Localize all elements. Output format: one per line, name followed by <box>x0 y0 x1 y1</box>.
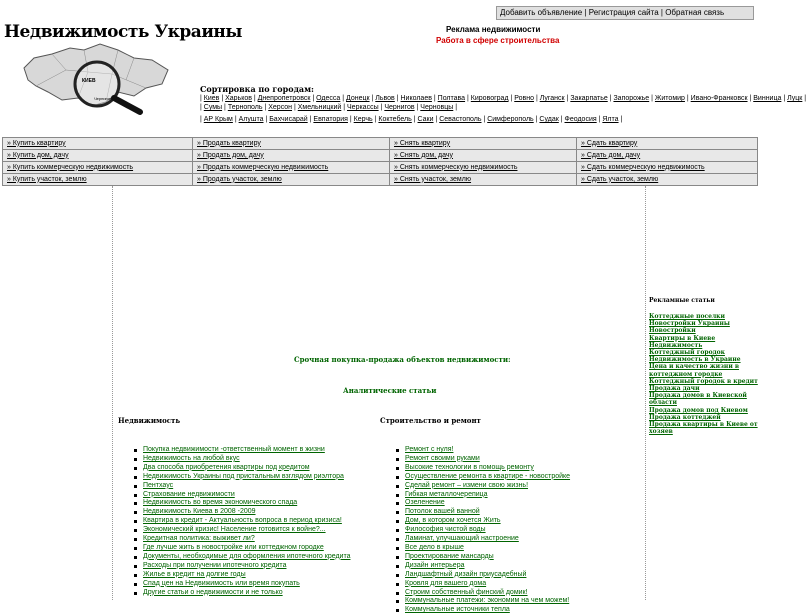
article-item <box>134 571 350 580</box>
city-separator: | <box>234 116 239 123</box>
city-link[interactable]: Черкассы <box>347 104 379 111</box>
city-link[interactable]: Закарпатье <box>570 95 608 102</box>
article-link[interactable]: Страхование недвижимости <box>143 490 235 498</box>
magnifier-handle <box>114 98 140 112</box>
city-link[interactable]: Севастополь <box>439 116 482 123</box>
article-item <box>396 508 570 517</box>
ad-title: Реклама недвижимости <box>446 25 541 34</box>
menu-cell <box>390 138 577 150</box>
sidebar-link[interactable]: Новостройки Украины <box>649 320 730 328</box>
city-link[interactable]: АР Крым <box>203 116 233 123</box>
sidebar-title: Рекламные статьи <box>649 297 715 304</box>
menu-row <box>3 138 758 150</box>
city-link[interactable]: Николаев <box>400 95 432 102</box>
article-item <box>134 464 350 473</box>
menu-row <box>3 174 758 186</box>
menu-link[interactable]: » Снять дом, дачу <box>394 151 453 159</box>
map-label-chernigov: Чернигов <box>94 96 112 101</box>
city-link[interactable]: Ивано-Франковск <box>690 95 748 102</box>
article-item <box>134 544 350 553</box>
top-link[interactable]: Добавить объявление <box>500 8 583 17</box>
menu-link[interactable]: » Снять коммерческую недвижимость <box>394 163 518 171</box>
city-separator: | <box>535 95 540 102</box>
article-item <box>134 473 350 482</box>
article-link[interactable]: Жилье в кредит на долгие годы <box>143 570 246 578</box>
article-link[interactable]: Сделай ремонт – измени свою жизнь! <box>405 481 529 489</box>
city-link[interactable]: Харьков <box>225 95 252 102</box>
menu-cell <box>577 138 758 150</box>
city-link[interactable]: Запорожье <box>613 95 650 102</box>
sidebar-link[interactable]: Недвижимость в Украине <box>649 356 741 364</box>
ukraine-map-logo[interactable] <box>22 40 172 110</box>
city-link[interactable]: Керчь <box>353 116 373 123</box>
city-link[interactable]: Судак <box>539 116 559 123</box>
article-link[interactable]: Два способа приобретения квартиры под кредитом <box>143 463 310 471</box>
city-separator: | <box>686 95 691 102</box>
divider-left <box>112 186 113 600</box>
city-link[interactable]: Днепропетровск <box>257 95 311 102</box>
article-item <box>134 508 350 517</box>
sidebar-link[interactable]: Коттеджные поселки <box>649 313 725 320</box>
city-separator: | <box>253 95 258 102</box>
city-separator: | <box>749 95 754 102</box>
article-item <box>134 455 350 464</box>
menu-cell <box>577 162 758 174</box>
divider-right <box>645 186 646 600</box>
article-link[interactable]: Все дело в крыше <box>405 543 464 551</box>
city-separator: | <box>609 95 614 102</box>
article-item <box>396 526 570 535</box>
city-link[interactable]: Феодосия <box>564 116 597 123</box>
city-separator: | <box>455 104 458 111</box>
article-link[interactable]: Потолок вашей ванной <box>405 508 480 516</box>
menu-link[interactable]: » Купить дом, дачу <box>7 151 69 159</box>
city-separator: | <box>416 104 421 111</box>
article-link[interactable]: Недвижимость Киева в 2008 -2009 <box>143 508 256 516</box>
analytics-title: Аналитические статьи <box>343 386 437 395</box>
city-separator: | <box>651 95 655 102</box>
sidebar-link[interactable]: Продажа домов под Киевом <box>649 406 748 414</box>
city-link[interactable]: Евпатория <box>313 116 348 123</box>
top-link-separator: | <box>658 8 666 17</box>
article-link[interactable]: Недвижимость Украины под пристальным взглядом риэлтора <box>143 472 344 480</box>
article-link[interactable]: Дизайн интерьера <box>405 561 465 569</box>
city-link[interactable]: Тернополь <box>227 104 263 111</box>
menu-cell <box>3 162 193 174</box>
article-item <box>134 580 350 589</box>
article-link[interactable]: Осуществление ремонта в квартире - новостройке <box>405 472 571 480</box>
article-link[interactable]: Ландшафтный дизайн приусадебный <box>405 570 527 578</box>
menu-link[interactable]: » Продать дом, дачу <box>197 151 264 159</box>
menu-cell <box>193 174 390 186</box>
city-separator: | <box>343 104 348 111</box>
article-item <box>134 553 350 562</box>
article-item <box>396 499 570 508</box>
menu-link[interactable]: » Продать квартиру <box>197 139 261 147</box>
sidebar-link[interactable]: Коттеджный городок <box>649 349 725 357</box>
menu-cell <box>193 150 390 162</box>
realty-column-title: Недвижимость <box>118 416 181 425</box>
menu-cell <box>577 174 758 186</box>
sort-by-city-title: Сортировка по городам: <box>200 84 314 94</box>
realty-article-list <box>134 446 350 597</box>
article-item <box>396 597 570 606</box>
article-item <box>396 446 570 455</box>
city-link[interactable]: Черновцы <box>420 104 454 111</box>
article-link[interactable]: Гибкая металлочерепица <box>405 490 488 498</box>
city-link[interactable]: Сумы <box>203 104 223 111</box>
article-link[interactable]: Ремонт с нуля! <box>405 446 454 453</box>
article-link[interactable]: Недвижимость во время экономического спада <box>143 499 298 507</box>
article-link[interactable]: Недвижимость на любой вкус <box>143 454 240 462</box>
article-link[interactable]: Озеленение <box>405 499 445 507</box>
menu-row <box>3 150 758 162</box>
article-link[interactable]: Строим собственный финский домик! <box>405 588 528 596</box>
city-link[interactable]: Бахчисарай <box>269 116 308 123</box>
article-link[interactable]: Где лучше жить в новостройке или коттеджном городке <box>143 543 324 551</box>
article-item <box>134 589 350 598</box>
city-link[interactable]: Донецк <box>346 95 370 102</box>
urgent-deals-title[interactable]: Срочная покупка-продажа объектов недвижимости: <box>294 355 511 364</box>
article-item <box>396 589 570 598</box>
article-link[interactable]: Философия чистой воды <box>405 526 486 534</box>
article-link[interactable]: Кредитная политика: выживет ли? <box>143 535 255 543</box>
city-link[interactable]: Одесса <box>316 95 341 102</box>
city-link[interactable]: Симферополь <box>487 116 534 123</box>
menu-link[interactable]: » Снять квартиру <box>394 139 451 147</box>
city-separator: | <box>342 95 347 102</box>
city-row-3 <box>200 115 622 124</box>
city-separator: | <box>783 95 788 102</box>
menu-cell <box>390 174 577 186</box>
top-link[interactable]: Обратная связь <box>665 8 725 17</box>
article-link[interactable]: Квартира в кредит - Актуальность вопроса в период кризиса! <box>143 517 342 525</box>
sidebar-link[interactable]: Коттеджный городок в кредит <box>649 377 758 385</box>
article-link[interactable]: Коммунальные платежи: экономим на чем можем! <box>405 597 570 605</box>
article-link[interactable]: Покупка недвижимости -ответственный момент в жизни <box>143 446 325 453</box>
city-link[interactable]: Винница <box>753 95 782 102</box>
article-link[interactable]: Коммунальные источники тепла <box>405 606 510 614</box>
construction-article-list <box>396 446 570 615</box>
city-link[interactable]: Житомир <box>654 95 685 102</box>
article-item <box>396 571 570 580</box>
article-item <box>396 473 570 482</box>
city-separator: | <box>312 95 317 102</box>
article-link[interactable]: Пентхаус <box>143 481 174 489</box>
article-item <box>134 491 350 500</box>
article-item <box>396 464 570 473</box>
city-link[interactable]: Херсон <box>268 104 293 111</box>
article-item <box>396 562 570 571</box>
sidebar-link[interactable]: Новостройки <box>649 327 696 335</box>
city-link[interactable]: Луганск <box>539 95 565 102</box>
city-separator: | <box>200 104 204 111</box>
article-link[interactable]: Кровля для вашего дома <box>405 579 487 587</box>
city-separator: | <box>620 116 623 123</box>
city-separator: | <box>349 116 354 123</box>
article-item <box>134 526 350 535</box>
menu-link[interactable]: » Купить участок, землю <box>7 175 87 183</box>
article-item <box>134 499 350 508</box>
top-link[interactable]: Регистрация сайта <box>588 8 659 17</box>
menu-link[interactable]: » Купить коммерческую недвижимость <box>7 163 134 171</box>
city-separator: | <box>265 116 270 123</box>
article-item <box>396 491 570 500</box>
city-separator: | <box>221 95 226 102</box>
menu-link[interactable]: » Продать участок, землю <box>197 175 282 183</box>
city-separator: | <box>374 116 379 123</box>
city-row-2 <box>200 103 457 112</box>
menu-link[interactable]: » Сдать коммерческую недвижимость <box>581 163 705 171</box>
city-separator: | <box>510 95 515 102</box>
menu-cell <box>390 162 577 174</box>
city-link[interactable]: Саки <box>417 116 434 123</box>
article-item <box>134 446 350 455</box>
city-separator: | <box>598 116 603 123</box>
menu-cell <box>3 138 193 150</box>
menu-cell <box>577 150 758 162</box>
city-separator: | <box>566 95 571 102</box>
action-menu <box>2 137 758 186</box>
article-item <box>134 562 350 571</box>
menu-link[interactable]: » Сдать дом, дачу <box>581 151 641 159</box>
menu-cell <box>390 150 577 162</box>
city-link[interactable]: Львов <box>375 95 395 102</box>
menu-link[interactable]: » Купить квартиру <box>7 139 66 147</box>
city-link[interactable]: Чернигов <box>384 104 415 111</box>
article-link[interactable]: Дом, в котором хочется Жить <box>405 517 501 525</box>
sidebar-link[interactable]: Продажа домов в Киевской области <box>649 392 747 407</box>
menu-cell <box>3 150 193 162</box>
city-separator: | <box>804 95 806 102</box>
city-separator: | <box>483 116 488 123</box>
sidebar-link[interactable]: Квартиры в Киеве <box>649 334 716 342</box>
article-link[interactable]: Проектирование мансарды <box>405 552 494 560</box>
menu-cell <box>193 138 390 150</box>
article-link[interactable]: Документы, необходимые для оформления ипотечного кредита <box>143 552 351 560</box>
article-item <box>134 482 350 491</box>
city-separator: | <box>200 95 204 102</box>
sidebar-link[interactable]: Недвижимость <box>649 341 703 349</box>
city-link[interactable]: Кировоград <box>470 95 509 102</box>
city-separator: | <box>224 104 228 111</box>
article-link[interactable]: Расходы при получении ипотечного кредита <box>143 561 287 569</box>
article-item <box>396 580 570 589</box>
article-link[interactable]: Ламинат, улучшающий настроение <box>405 535 519 543</box>
article-link[interactable]: Спад цен на Недвижимость или время покупать <box>143 579 300 587</box>
article-item <box>396 544 570 553</box>
city-separator: | <box>433 95 438 102</box>
top-link-separator: | <box>582 8 589 17</box>
article-link[interactable]: Ремонт своими руками <box>405 454 480 462</box>
city-separator: | <box>264 104 269 111</box>
city-separator: | <box>200 116 204 123</box>
construction-column-title: Строительство и ремонт <box>380 416 481 425</box>
city-link[interactable]: Хмельницкий <box>297 104 342 111</box>
city-link[interactable]: Алушта <box>238 116 264 123</box>
menu-link[interactable]: » Сдать участок, землю <box>581 175 659 183</box>
article-item <box>134 517 350 526</box>
article-link[interactable]: Другие статьи о недвижимости и не только <box>143 588 283 596</box>
menu-cell <box>3 174 193 186</box>
sidebar-link[interactable]: Продажа дачи <box>649 385 700 393</box>
city-separator: | <box>560 116 565 123</box>
city-link[interactable]: Ровно <box>514 95 534 102</box>
menu-row <box>3 162 758 174</box>
article-item <box>396 535 570 544</box>
top-links-bar <box>496 6 754 20</box>
article-link[interactable]: Экономический кризис! Население готовится к войне?... <box>143 526 326 534</box>
city-separator: | <box>435 116 440 123</box>
city-link[interactable]: Ялта <box>602 116 619 123</box>
city-separator: | <box>293 104 298 111</box>
menu-cell <box>193 162 390 174</box>
ad-link[interactable]: Работа в сфере строительства <box>436 36 560 45</box>
city-link[interactable]: Полтава <box>437 95 466 102</box>
site-title[interactable]: Недвижимость Украины <box>4 22 242 42</box>
article-item <box>134 535 350 544</box>
menu-link[interactable]: » Сдать квартиру <box>581 139 638 147</box>
city-link[interactable]: Коктебель <box>378 116 412 123</box>
city-separator: | <box>535 116 540 123</box>
article-item <box>396 553 570 562</box>
menu-link[interactable]: » Продать коммерческую недвижимость <box>197 163 329 171</box>
article-item <box>396 455 570 464</box>
city-link[interactable]: Луцк <box>787 95 803 102</box>
article-link[interactable]: Высокие технологии в помощь ремонту <box>405 463 534 471</box>
menu-link[interactable]: » Снять участок, землю <box>394 175 472 183</box>
city-separator: | <box>371 95 376 102</box>
sidebar-link[interactable]: Продажа квартиры в Киеве от хозяев <box>649 421 758 436</box>
city-separator: | <box>396 95 401 102</box>
city-separator: | <box>380 104 385 111</box>
sidebar-link[interactable]: Цена и качество жизни в коттеджном городке <box>649 363 740 378</box>
article-item <box>396 606 570 615</box>
article-item <box>396 482 570 491</box>
city-separator: | <box>309 116 314 123</box>
city-separator: | <box>467 95 471 102</box>
sidebar-link[interactable]: Продажа коттеджей <box>649 413 721 421</box>
map-label-kiev: КИЕВ <box>82 78 96 84</box>
article-item <box>396 517 570 526</box>
city-row-1 <box>200 94 806 103</box>
sidebar-list <box>649 313 759 435</box>
city-link[interactable]: Киев <box>203 95 220 102</box>
city-separator: | <box>413 116 418 123</box>
